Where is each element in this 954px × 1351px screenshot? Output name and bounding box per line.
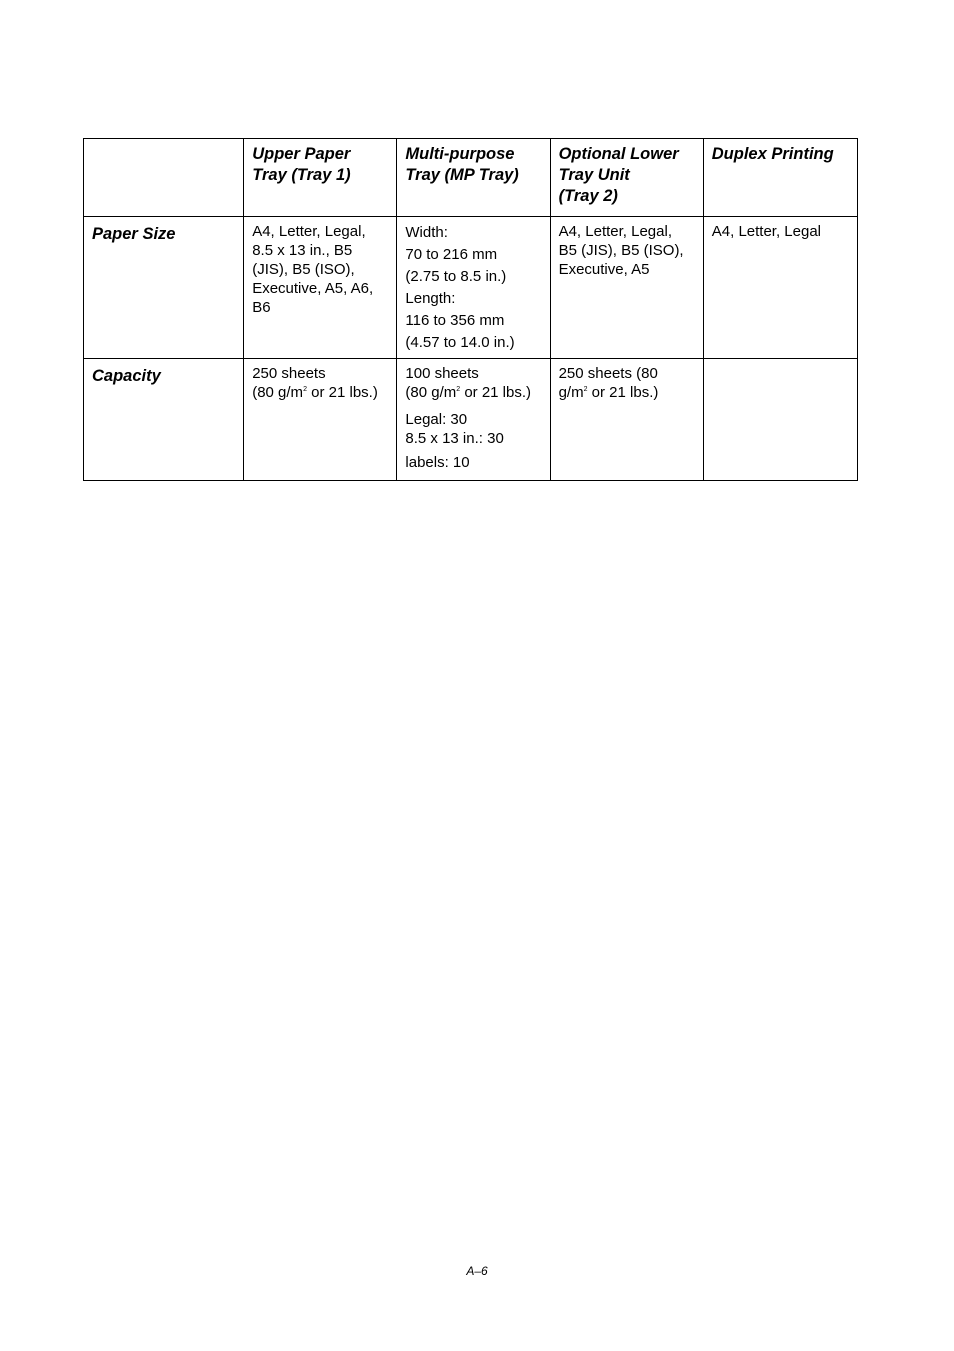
header-empty-cell — [84, 139, 244, 217]
capacity-lower-weight: $g/m^2$ or 21 lbs.) — [558, 384, 659, 401]
capacity-duplex — [703, 359, 857, 481]
paper-size-lower: A4, Letter, Legal, B5 (JIS), B5 (ISO), Executive, A5 — [550, 217, 703, 359]
row-label-paper-size: Paper Size — [84, 217, 244, 359]
page-number: A–6 — [466, 1264, 488, 1278]
header-duplex: Duplex Printing — [703, 139, 857, 217]
table-row-paper-size — [84, 217, 858, 359]
paper-size-mp: Width: 70 to 216 mm (2.75 to 8.5 in.) Length: 116 to 356 mm (4.57 to 14.0 in.) — [397, 217, 550, 359]
header-lower-tray: Optional Lower Tray Unit (Tray 2) — [550, 139, 703, 217]
spec-table — [83, 138, 858, 481]
paper-size-duplex: A4, Letter, Legal — [703, 217, 857, 359]
capacity-lower: 250 sheets (80 $g/m^2$ or 21 lbs.) — [550, 359, 703, 481]
table-row-capacity — [84, 359, 858, 481]
row-label-capacity: Capacity — [84, 359, 244, 481]
capacity-upper: 250 sheets (80 $g/m^2$ or 21 lbs.) — [244, 359, 397, 481]
header-upper-tray: Upper Paper Tray (Tray 1) — [244, 139, 397, 217]
header-mp-tray: Multi-purpose Tray (MP Tray) — [397, 139, 550, 217]
paper-size-upper: A4, Letter, Legal, 8.5 x 13 in., B5 (JIS), B5 (ISO), Executive, A5, A6, B6 — [244, 217, 397, 359]
capacity-mp: 100 sheets (80 $g/m^2$ or 21 lbs.) Legal: 30 8.5 x 13 in.: 30 labels: 10 — [397, 359, 550, 481]
capacity-mp-weight: (80 $g/m^2$ or 21 lbs.) — [405, 384, 532, 401]
capacity-upper-weight: (80 $g/m^2$ or 21 lbs.) — [252, 384, 378, 401]
table-header-row — [84, 139, 858, 217]
